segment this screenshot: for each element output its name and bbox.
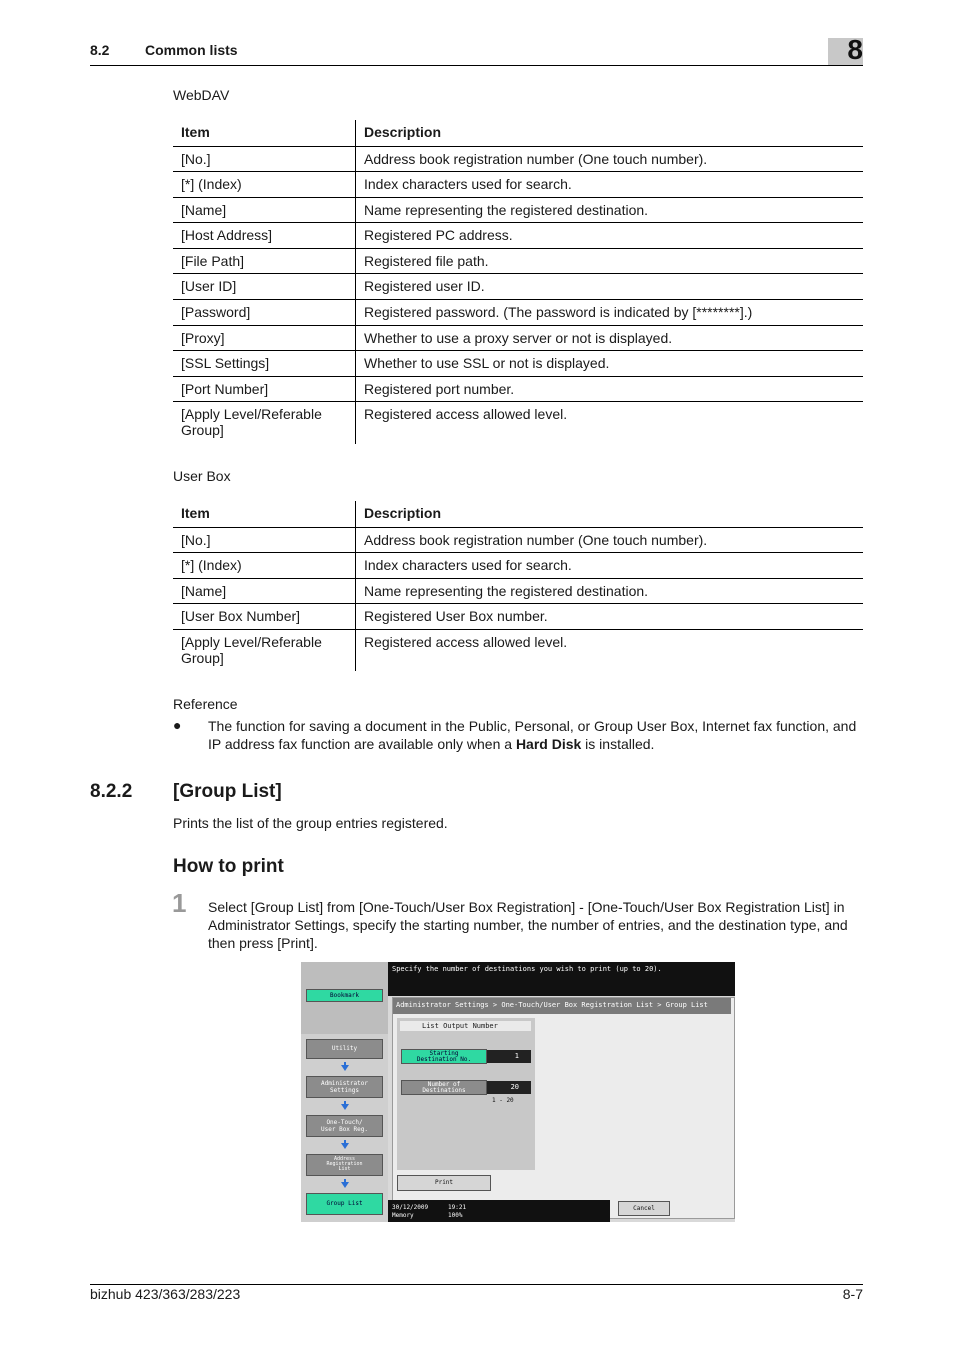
button-label-line: Number of (427, 1081, 461, 1088)
how-to-title: How to print (173, 856, 284, 877)
table-header-item: Item (173, 120, 356, 146)
table-row (173, 248, 863, 274)
table-row (173, 172, 863, 198)
table-cell-item: [*] (Index) (173, 553, 356, 579)
table-row (173, 325, 863, 351)
one-touch-user-box-reg-button[interactable] (306, 1115, 383, 1137)
table-cell-description: Whether to use a proxy server or not is displayed. (356, 325, 864, 351)
table-cell-description: Registered user ID. (356, 274, 864, 300)
webdav-table (173, 120, 863, 444)
table-cell-description: Registered port number. (356, 376, 864, 402)
table-row (173, 578, 863, 604)
number-of-destinations-value: 20 (487, 1081, 531, 1094)
table-cell-item: [Name] (173, 578, 356, 604)
group-list-button[interactable]: Group List (306, 1193, 383, 1215)
table-row (173, 274, 863, 300)
table-row (173, 402, 863, 444)
status-memory-label: Memory (392, 1212, 414, 1219)
table-row (173, 351, 863, 377)
button-label-line: List (338, 1166, 351, 1172)
table-cell-item: [Port Number] (173, 376, 356, 402)
table-cell-item: [*] (Index) (173, 172, 356, 198)
table-row (173, 300, 863, 326)
header-rule (90, 65, 863, 66)
table-row (173, 376, 863, 402)
table-cell-item: [User ID] (173, 274, 356, 300)
button-label-line: Destination No. (416, 1056, 472, 1063)
table-cell-item: [Apply Level/Referable Group] (173, 629, 356, 671)
table-row (173, 146, 863, 172)
header-section-title: Common lists (145, 42, 238, 58)
status-time (448, 1204, 466, 1220)
step-text: Select [Group List] from [One-Touch/User Box Registration] - [One-Touch/User Box Registration List] in Administrator Settings, specify the starting number, the number of entries, and the destination type, and then press [Print]. (208, 899, 848, 951)
arrow-down-icon (341, 1143, 349, 1149)
destination-range: 1 - 20 (492, 1097, 514, 1104)
table-cell-item: [Password] (173, 300, 356, 326)
screen-message: Specify the number of destinations you wish to print (up to 20). (392, 965, 662, 973)
table-cell-description: Registered password. (The password is indicated by [********].) (356, 300, 864, 326)
reference-title: Reference (173, 696, 238, 712)
table-header-description: Description (356, 120, 864, 146)
table-row (173, 223, 863, 249)
footer-rule (90, 1284, 863, 1285)
table-cell-item: [Host Address] (173, 223, 356, 249)
arrow-down-icon (341, 1104, 349, 1110)
table-row (173, 553, 863, 579)
table-cell-description: Name representing the registered destination. (356, 197, 864, 223)
table-row (173, 629, 863, 671)
button-label-line: Settings (330, 1087, 359, 1094)
breadcrumb: Administrator Settings > One-Touch/User Box Registration List > Group List (396, 1001, 708, 1009)
device-screen (301, 962, 735, 1222)
table-cell-item: [No.] (173, 146, 356, 172)
step-number: 1 (172, 888, 187, 918)
button-label-line: Destinations (422, 1087, 466, 1094)
number-of-destinations-button[interactable] (401, 1080, 487, 1095)
button-label-line: User Box Reg. (321, 1126, 368, 1133)
bullet-icon: ● (173, 717, 182, 733)
starting-destination-button[interactable] (401, 1049, 487, 1064)
table-cell-description: Index characters used for search. (356, 172, 864, 198)
table-cell-description: Address book registration number (One touch number). (356, 146, 864, 172)
table-cell-item: [SSL Settings] (173, 351, 356, 377)
button-label-line: One-Touch/ (326, 1119, 363, 1126)
status-date-value: 30/12/2009 (392, 1204, 429, 1211)
table-cell-description: Address book registration number (One touch number). (356, 527, 864, 553)
webdav-caption: WebDAV (173, 87, 230, 103)
chapter-number: 8 (847, 34, 863, 65)
administrator-settings-button[interactable] (306, 1076, 383, 1098)
table-cell-description: Registered access allowed level. (364, 633, 568, 650)
button-label-line: Address (333, 1156, 356, 1162)
table-cell-description: Index characters used for search. (356, 553, 864, 579)
bookmark-button[interactable]: Bookmark (306, 989, 383, 1002)
table-header-description: Description (356, 501, 864, 527)
status-memory-value: 100% (448, 1212, 463, 1219)
reference-text (208, 717, 863, 753)
print-button[interactable]: Print (397, 1175, 491, 1191)
footer-model: bizhub 423/363/283/223 (90, 1286, 241, 1302)
reference-text-part: The function for saving a document in the Public, Personal, or Group User Box, Internet fax function, and IP address fax function are available only when a (208, 718, 857, 752)
table-cell-description: Registered file path. (356, 248, 864, 274)
reference-text-part: is installed. (581, 736, 655, 752)
table-cell-description: Whether to use SSL or not is displayed. (356, 351, 864, 377)
header-section-number: 8.2 (90, 42, 110, 58)
status-time-value: 19:21 (448, 1204, 467, 1211)
table-cell-item: [No.] (173, 527, 356, 553)
button-label-line: Administrator (321, 1080, 368, 1087)
utility-button[interactable]: Utility (306, 1039, 383, 1059)
table-cell-item: [Apply Level/Referable Group] (173, 402, 356, 444)
table-cell-item: [Proxy] (173, 325, 356, 351)
button-label-line: Registration (326, 1161, 363, 1167)
section-description: Prints the list of the group entries registered. (173, 815, 448, 831)
table-cell-item: [File Path] (173, 248, 356, 274)
table-cell-item: [User Box Number] (173, 604, 356, 630)
table-cell-description: Registered access allowed level. (364, 406, 568, 423)
table-cell-description: Name representing the registered destination. (356, 578, 864, 604)
table-cell-description: Registered PC address. (356, 223, 864, 249)
table-header-item: Item (173, 501, 356, 527)
arrow-down-icon (341, 1182, 349, 1188)
list-output-number-label: List Output Number (400, 1021, 531, 1031)
arrow-down-icon (341, 1065, 349, 1071)
table-cell-item: [Name] (173, 197, 356, 223)
footer-page-number: 8-7 (842, 1286, 863, 1302)
starting-destination-value: 1 (487, 1050, 531, 1063)
table-cell-description: Registered User Box number. (356, 604, 864, 630)
table-row (173, 604, 863, 630)
cancel-button[interactable]: Cancel (618, 1201, 670, 1216)
section-title: [Group List] (173, 781, 282, 802)
address-registration-list-button[interactable] (306, 1154, 383, 1176)
status-date (392, 1204, 428, 1220)
reference-text-bold: Hard Disk (515, 736, 582, 752)
userbox-caption: User Box (173, 468, 231, 484)
userbox-table (173, 501, 863, 671)
table-row (173, 527, 863, 553)
table-row (173, 197, 863, 223)
button-label-line: Starting (429, 1050, 459, 1057)
section-number: 8.2.2 (90, 781, 133, 802)
